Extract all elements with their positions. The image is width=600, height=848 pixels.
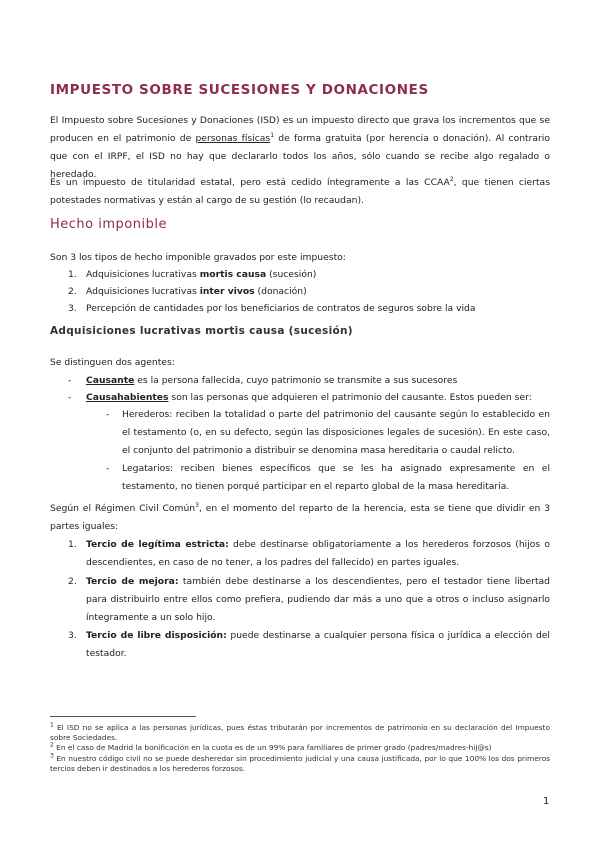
section-intro: Son 3 los tipos de hecho imponible gravados por este impuesto: bbox=[50, 252, 346, 263]
regime-paragraph: Según el Régimen Civil Común$^3$, en el momento del reparto de la herencia, esta se tiene que dividir en 3 partes iguales: bbox=[50, 501, 550, 532]
bullet: - bbox=[68, 375, 72, 386]
bullet: - bbox=[68, 392, 72, 403]
cesion-paragraph: Es un impuesto de titularidad estatal, pero está cedido íntegramente a las CCAA$^2$, que tienen ciertas potestades normativas y están al cargo de su gestión (lo recaudan). bbox=[50, 175, 550, 206]
list-number: 2. bbox=[68, 576, 77, 587]
third-mejora: Tercio de mejora: también debe destinarse a los descendientes, pero el testador tiene libertad para distribuirlo entre ellos como prefiera, pudiendo dar más a uno que a otros o incluso asignarlo íntegramente a un solo hijo. bbox=[86, 576, 551, 623]
list-number: 2. bbox=[68, 286, 77, 297]
third-libre-disposicion: Tercio de libre disposición: puede destinarse a cualquier persona física o jurídica a elección del testador. bbox=[86, 630, 550, 659]
subsection-title: Adquisiciones lucrativas mortis causa (sucesión) bbox=[50, 325, 353, 337]
agent-causante: Causante es la persona fallecida, cuyo patrimonio se transmite a sus sucesores bbox=[86, 375, 458, 386]
footnote-ref-1: 1 bbox=[270, 131, 275, 139]
third-legitima: Tercio de legítima estricta: debe destinarse obligatoriamente a los herederos forzosos (hijos o descendientes, en caso de no tener, a los padres del fallecido) en partes iguales. bbox=[86, 539, 550, 568]
list-item: Adquisiciones lucrativas inter vivos (donación) bbox=[86, 286, 307, 297]
section-title: Hecho imponible bbox=[50, 217, 167, 232]
sub-bullet: - bbox=[106, 463, 110, 474]
list-number: 3. bbox=[68, 630, 77, 641]
agents-intro: Se distinguen dos agentes: bbox=[50, 357, 175, 368]
heirs-legatarios: Legatarios: reciben bienes específicos que se les ha asignado expresamente en el testamento, no tienen porqué participar en el reparto global de la masa hereditaria. bbox=[122, 463, 550, 492]
page-number: 1 bbox=[543, 796, 550, 807]
list-number: 1. bbox=[68, 269, 77, 280]
list-item: Percepción de cantidades por los beneficiarios de contratos de seguros sobre la vida bbox=[86, 303, 476, 314]
footnote-1: $^1$ El ISD no se aplica a las personas jurídicas, pues éstas tributarán por incrementos de patrimonio en su declaración del Impuesto sobre Sociedades. bbox=[50, 721, 550, 742]
list-item: Adquisiciones lucrativas mortis causa (sucesión) bbox=[86, 269, 317, 280]
sub-bullet: - bbox=[106, 409, 110, 420]
list-number: 3. bbox=[68, 303, 77, 314]
intro-paragraph: El Impuesto sobre Sucesiones y Donaciones (ISD) es un impuesto directo que grava los incrementos que se producen en el patrimonio de personas físicas$^1$ de forma gratuita (por herencia o donación). Al contrario que con el IRPF, el ISD no hay que declararlo todos los años, sólo cuando se recibe algo regalado o heredado. bbox=[50, 115, 550, 180]
footnote-2: $^2$ En el caso de Madrid la bonificación en la cuota es de un 99% para familiares de primer grado (padres/madres-hij@s) bbox=[50, 741, 492, 752]
heirs-herederos: Herederos: reciben la totalidad o parte del patrimonio del causante según lo establecido en el testamento (o, en su defecto, según las disposiciones legales de sucesión). En este caso, el conjunto del patrimonio a distribuir se denomina masa hereditaria o caudal relicto. bbox=[122, 409, 550, 456]
footnote-separator bbox=[50, 716, 196, 717]
footnote-ref-2: 2 bbox=[449, 175, 454, 183]
personas-fisicas-link: personas físicas bbox=[195, 133, 271, 144]
footnote-3: $^3$ En nuestro código civil no se puede desheredar sin procedimiento judicial y una causa justificada, por lo que 100% los dos primeros tercios deben ir destinados a los herederos forzosos. bbox=[50, 752, 550, 773]
list-number: 1. bbox=[68, 539, 77, 550]
agent-causahabientes: Causahabientes son las personas que adquieren el patrimonio del causante. Estos pueden ser: bbox=[86, 392, 532, 403]
footnote-ref-3: 3 bbox=[195, 501, 199, 509]
document-title: IMPUESTO SOBRE SUCESIONES Y DONACIONES bbox=[50, 82, 429, 98]
